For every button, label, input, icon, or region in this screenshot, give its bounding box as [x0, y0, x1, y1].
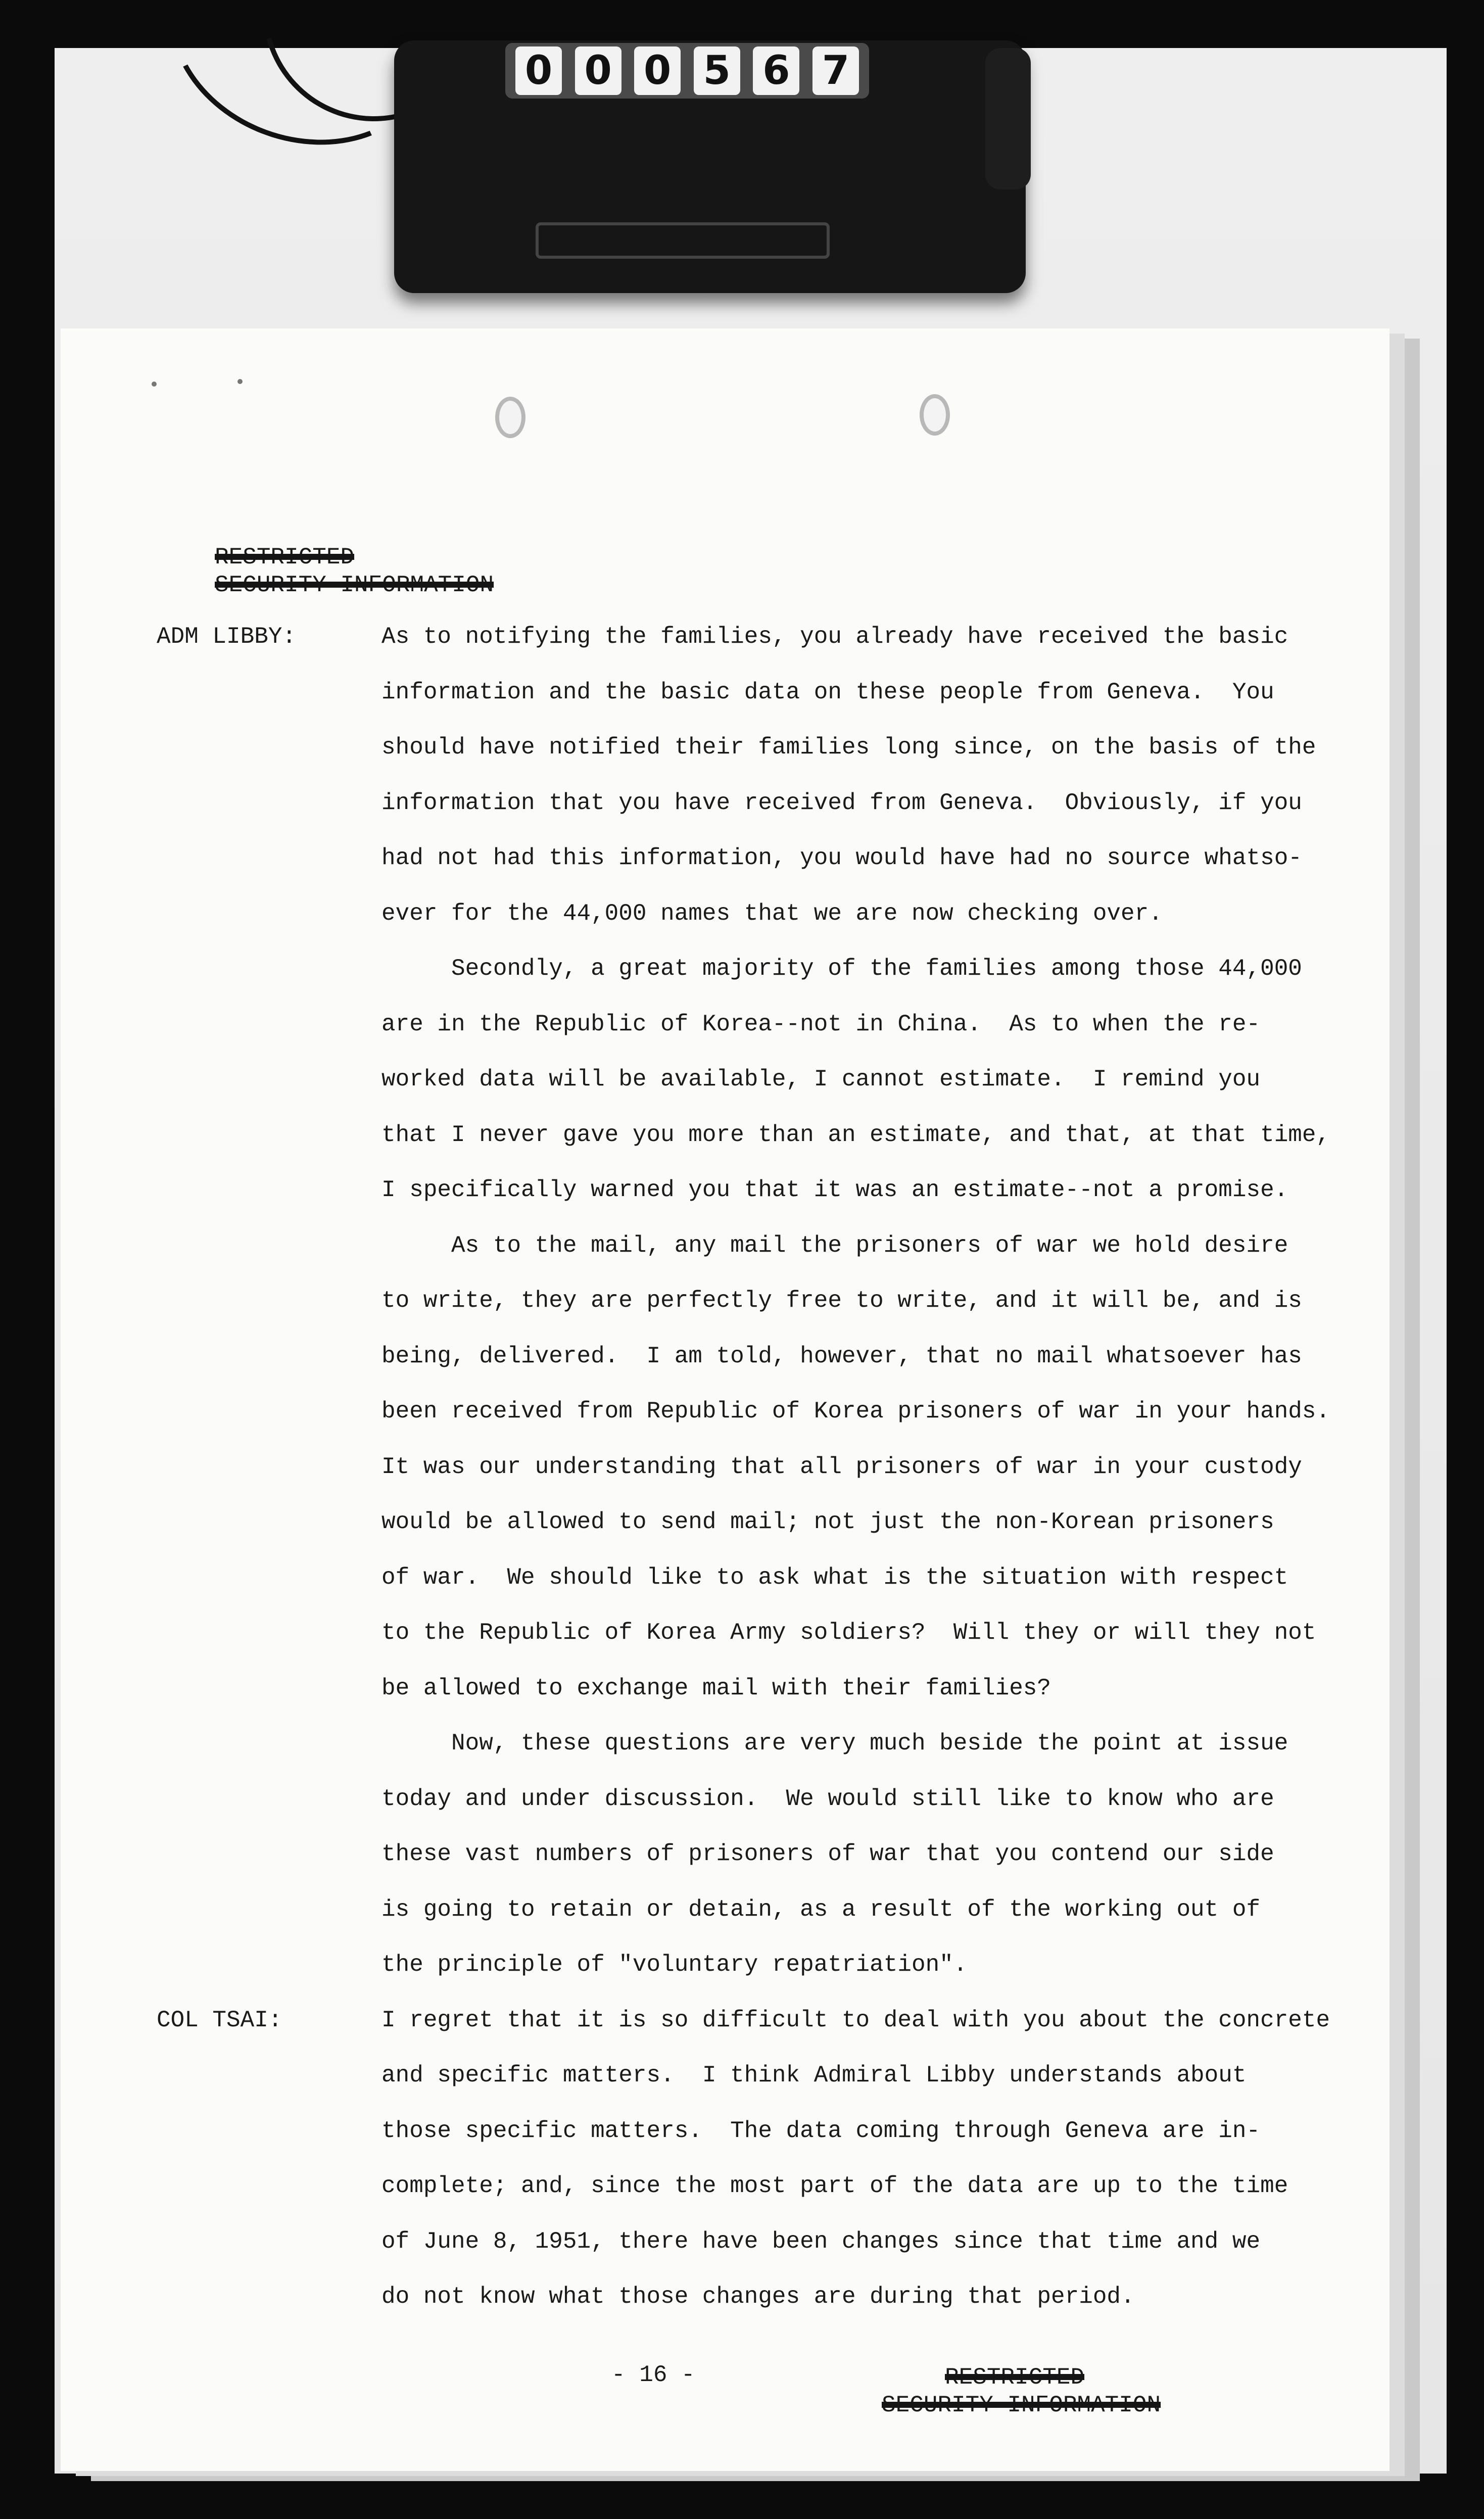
frame-counter	[505, 43, 869, 99]
transcript-line: would be allowed to send mail; not just the non-Korean prisoners	[381, 1509, 1274, 1535]
classification-marking-bottom: SECURITY INFORMATION	[882, 2392, 1161, 2418]
transcript-line: and specific matters. I think Admiral Libby understands about	[381, 2062, 1247, 2088]
transcript-line: information and the basic data on these people from Geneva. You	[381, 679, 1274, 705]
counter-digit: 0	[515, 46, 562, 95]
transcript-line: being, delivered. I am told, however, that no mail whatsoever has	[381, 1343, 1302, 1369]
counter-digit: 5	[694, 46, 740, 95]
transcript-line: that I never gave you more than an estimate, and that, at that time,	[381, 1121, 1330, 1148]
counter-digit: 7	[812, 46, 859, 95]
counter-digit: 0	[575, 46, 621, 95]
transcript-line: should have notified their families long since, on the basis of the	[381, 734, 1316, 761]
transcript-line: had not had this information, you would have had no source whatso-	[381, 845, 1302, 871]
punch-hole	[495, 397, 525, 438]
speaker-label: ADM LIBBY:	[157, 624, 297, 650]
paper-speck	[237, 379, 243, 384]
counter-digit: 0	[634, 46, 681, 95]
transcript-line: I regret that it is so difficult to deal with you about the concrete	[381, 2007, 1330, 2033]
transcript-line: Now, these questions are very much beside the point at issue	[381, 1730, 1288, 1756]
transcript-line: of June 8, 1951, there have been changes since that time and we	[381, 2228, 1261, 2255]
speaker-label: COL TSAI:	[157, 2007, 282, 2033]
transcript-line: of war. We should like to ask what is the situation with respect	[381, 1564, 1288, 1591]
transcript-line: information that you have received from Geneva. Obviously, if you	[381, 789, 1302, 816]
transcript-line: As to notifying the families, you already have received the basic	[381, 624, 1288, 650]
transcript-line: complete; and, since the most part of the data are up to the time	[381, 2173, 1288, 2199]
paper-speck	[152, 382, 157, 387]
transcript-line: these vast numbers of prisoners of war that you contend our side	[381, 1841, 1274, 1867]
classification-marking-top: RESTRICTED	[215, 544, 355, 571]
transcript-line: to write, they are perfectly free to write, and it will be, and is	[381, 1288, 1302, 1314]
page-number: - 16 -	[611, 2362, 695, 2388]
transcript-line: I specifically warned you that it was an estimate--not a promise.	[381, 1177, 1288, 1203]
transcript-line: today and under discussion. We would still like to know who are	[381, 1785, 1274, 1812]
transcript-line: been received from Republic of Korea prisoners of war in your hands.	[381, 1398, 1330, 1424]
counter-digit: 6	[753, 46, 799, 95]
transcript-line: As to the mail, any mail the prisoners of war we hold desire	[381, 1232, 1288, 1259]
punch-hole	[920, 394, 950, 436]
transcript-line: is going to retain or detain, as a result of the working out of	[381, 1896, 1261, 1923]
classification-marking-bottom: RESTRICTED	[945, 2364, 1085, 2391]
transcript-line: do not know what those changes are during that period.	[381, 2284, 1135, 2310]
transcript-line: It was our understanding that all prisoners of war in your custody	[381, 1453, 1302, 1480]
counter-vent	[536, 222, 830, 259]
transcript-line: be allowed to exchange mail with their families?	[381, 1675, 1051, 1701]
transcript-line: worked data will be available, I cannot estimate. I remind you	[381, 1066, 1261, 1092]
transcript-line: those specific matters. The data coming through Geneva are in-	[381, 2117, 1261, 2144]
classification-marking-top: SECURITY INFORMATION	[215, 572, 494, 598]
counter-knob	[985, 48, 1031, 189]
transcript-line: ever for the 44,000 names that we are now checking over.	[381, 900, 1163, 927]
transcript-line: are in the Republic of Korea--not in China. As to when the re-	[381, 1011, 1261, 1037]
transcript-line: the principle of "voluntary repatriation".	[381, 1952, 968, 1978]
transcript-line: to the Republic of Korea Army soldiers? Will they or will they not	[381, 1620, 1316, 1646]
transcript-line: Secondly, a great majority of the families among those 44,000	[381, 956, 1302, 982]
